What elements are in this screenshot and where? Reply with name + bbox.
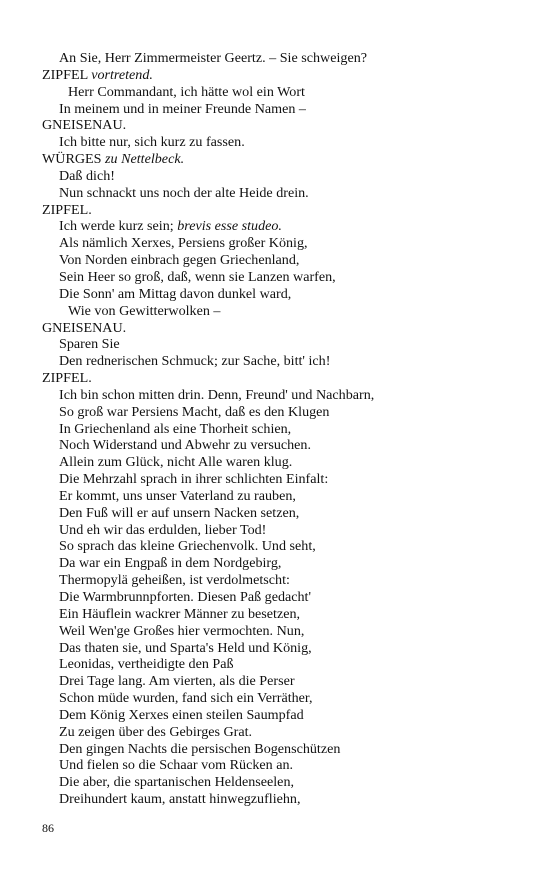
verse-line	[42, 757, 512, 774]
verse-line	[42, 404, 512, 421]
verse-text: Und eh wir das erdulden, lieber Tod!	[59, 521, 267, 538]
speaker-line	[42, 202, 512, 219]
verse-line	[42, 505, 512, 522]
verse-text: Daß dich!	[59, 167, 115, 184]
stage-direction: brevis esse studeo.	[177, 218, 282, 235]
speaker-line	[42, 67, 512, 84]
verse-text: In meinem und in meiner Freunde Namen –	[59, 100, 306, 117]
play-text	[42, 50, 512, 808]
verse-line	[42, 707, 512, 724]
verse-line	[42, 84, 512, 101]
speaker-name: ZIPFEL.	[42, 370, 92, 387]
verse-text: Thermopylä geheißen, ist verdolmetscht:	[59, 572, 290, 589]
verse-line	[42, 589, 512, 606]
verse-text: Ich bin schon mitten drin. Denn, Freund' und Nachbarn,	[59, 386, 375, 403]
verse-line	[42, 185, 512, 202]
verse-line	[42, 640, 512, 657]
verse-text: Drei Tage lang. Am vierten, als die Perser	[59, 673, 295, 690]
verse-text: Allein zum Glück, nicht Alle waren klug.	[59, 454, 293, 471]
verse-line	[42, 252, 512, 269]
verse-text: Den rednerischen Schmuck; zur Sache, bitt' ich!	[59, 353, 331, 370]
verse-line	[42, 353, 512, 370]
verse-text: So sprach das kleine Griechenvolk. Und seht,	[59, 538, 316, 555]
verse-line	[42, 572, 512, 589]
verse-text: An Sie, Herr Zimmermeister Geertz. – Sie schweigen?	[59, 50, 367, 66]
verse-text: In Griechenland als eine Thorheit schien,	[59, 420, 292, 437]
verse-text: Die aber, die spartanischen Heldenseelen,	[59, 774, 295, 791]
speaker-line	[42, 151, 512, 168]
verse-text: Und fielen so die Schaar vom Rücken an.	[59, 757, 294, 774]
verse-text: So groß war Persiens Macht, daß es den Klugen	[59, 403, 330, 420]
verse-text: Leonidas, vertheidigte den Paß	[59, 656, 234, 673]
page-number: 86	[42, 821, 54, 835]
verse-text: Sparen Sie	[59, 336, 120, 353]
verse-line	[42, 50, 512, 67]
verse-text: Zu zeigen über des Gebirges Grat.	[59, 723, 253, 740]
verse-line	[42, 623, 512, 640]
verse-line	[42, 724, 512, 741]
verse-text: Dem König Xerxes einen steilen Saumpfad	[59, 706, 304, 723]
verse-line	[42, 421, 512, 438]
verse-text: Ein Häuflein wackrer Männer zu besetzen,	[59, 605, 301, 622]
verse-line	[42, 555, 512, 572]
verse-line	[42, 471, 512, 488]
verse-line	[42, 286, 512, 303]
verse-line	[42, 168, 512, 185]
speaker-name: GNEISENAU.	[42, 319, 127, 336]
verse-line	[42, 791, 512, 808]
verse-line	[42, 437, 512, 454]
verse-line	[42, 741, 512, 758]
verse-text: Ich werde kurz sein;	[59, 218, 174, 235]
verse-text: Da war ein Engpaß in dem Nordgebirg,	[59, 555, 282, 572]
verse-line	[42, 538, 512, 555]
verse-line	[42, 387, 512, 404]
verse-text: Wie von Gewitterwolken –	[68, 302, 221, 319]
verse-text: Den gingen Nachts die persischen Bogenschützen	[59, 740, 341, 757]
verse-text: Den Fuß will er auf unsern Nacken setzen,	[59, 504, 300, 521]
verse-text: Die Warmbrunnpforten. Diesen Paß gedacht'	[59, 589, 312, 605]
speaker-name: ZIPFEL.	[42, 201, 92, 218]
verse-text: Schon müde wurden, fand sich ein Verräther,	[59, 690, 313, 707]
verse-text: Herr Commandant, ich hätte wol ein Wort	[68, 83, 305, 100]
verse-text: Weil Wen'ge Großes hier vermochten. Nun,	[59, 622, 305, 639]
verse-line	[42, 454, 512, 471]
verse-text: Ich bitte nur, sich kurz zu fassen.	[59, 134, 245, 151]
speaker-line	[42, 370, 512, 387]
stage-direction: zu Nettelbeck.	[105, 151, 185, 168]
verse-line	[42, 101, 512, 118]
speaker-line	[42, 320, 512, 337]
verse-text: Nun schnackt uns noch der alte Heide drein.	[59, 184, 309, 201]
speaker-line	[42, 117, 512, 134]
verse-text: Dreihundert kaum, anstatt hinwegzufliehn,	[59, 791, 301, 808]
verse-line	[42, 690, 512, 707]
verse-line	[42, 134, 512, 151]
verse-text: Noch Widerstand und Abwehr zu versuchen.	[59, 437, 312, 454]
verse-text: Die Mehrzahl sprach in ihrer schlichten Einfalt:	[59, 471, 329, 488]
verse-text: Das thaten sie, und Sparta's Held und König,	[59, 639, 312, 656]
verse-line	[42, 656, 512, 673]
verse-line	[42, 774, 512, 791]
verse-line	[42, 303, 512, 320]
speaker-name: WÜRGES	[42, 151, 102, 168]
verse-line	[42, 269, 512, 286]
verse-text: Die Sonn' am Mittag davon dunkel ward,	[59, 285, 292, 302]
verse-text: Als nämlich Xerxes, Persiens großer König,	[59, 235, 308, 252]
verse-text: Von Norden einbrach gegen Griechenland,	[59, 252, 300, 269]
verse-line	[42, 235, 512, 252]
verse-text: Sein Heer so groß, daß, wenn sie Lanzen warfen,	[59, 268, 336, 285]
verse-text: Er kommt, uns unser Vaterland zu rauben,	[59, 487, 296, 504]
verse-line	[42, 606, 512, 623]
verse-line	[42, 218, 512, 235]
speaker-name: ZIPFEL	[42, 66, 88, 83]
verse-line	[42, 673, 512, 690]
stage-direction: vortretend.	[91, 66, 153, 83]
speaker-name: GNEISENAU.	[42, 117, 127, 134]
verse-line	[42, 488, 512, 505]
verse-line	[42, 336, 512, 353]
verse-line	[42, 522, 512, 539]
